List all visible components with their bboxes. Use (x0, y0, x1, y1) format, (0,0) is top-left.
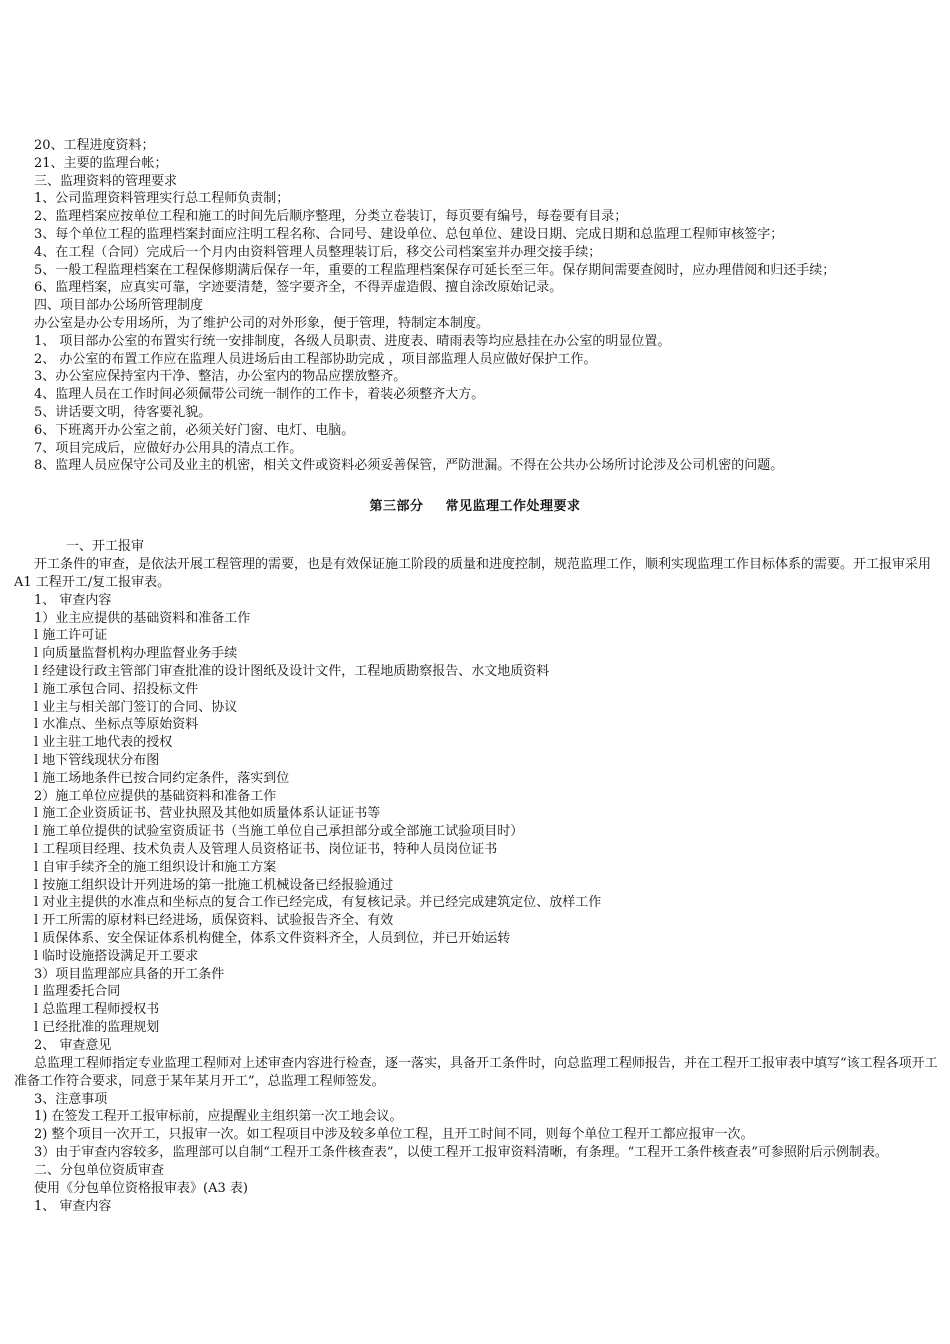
text-line: 2、监理档案应按单位工程和施工的时间先后顺序整理，分类立卷装订，每页要有编号，每卷要有目录； (34, 209, 628, 225)
text-line: l 经建设行政主管部门审查批准的设计图纸及设计文件，工程地质勘察报告、水文地质资料 (34, 663, 550, 679)
text-line: 1) 在签发工程开工报审标前，应提醒业主组织第一次工地会议。 (34, 1109, 403, 1125)
body-section (14, 538, 938, 1215)
text-line: 3、办公室应保持室内干净、整洁，办公室内的物品应摆放整齐。 (34, 369, 407, 385)
text-line: l 施工许可证 (34, 628, 108, 644)
text-line: 7、项目完成后，应做好办公用具的清点工作。 (34, 440, 303, 456)
text-line: l 临时设施搭设满足开工要求 (34, 948, 199, 964)
text-line: 1）业主应提供的基础资料和准备工作 (34, 610, 251, 626)
text-line: l 向质量监督机构办理监督业务手续 (34, 646, 238, 662)
text-line: 5、一般工程监理档案在工程保修期满后保存一年，重要的工程监理档案保存可延长至三年。保存期间需要查阅时，应办理借阅和归还手续； (34, 262, 836, 278)
text-line: 4、在工程（合同）完成后一个月内由资料管理人员整理装订后，移交公司档案室并办理交接手续； (34, 244, 602, 260)
text-line: l 业主与相关部门签订的合同、协议 (34, 699, 238, 715)
text-line: 2、 办公室的布置工作应在监理人员进场后由工程部协助完成 ，项目部监理人员应做好保护工作。 (34, 351, 597, 367)
paragraph-shencha-yijian: 总监理工程师指定专业监理工程师对上述审查内容进行检查，逐一落实，具备开工条件时，向总监理工程师报告，并在工程开工报审表中填写“该工程各项开工准备工作符合要求，同意于某年某月开工”，总监理工程师签发。 (14, 1055, 938, 1089)
text-line: 使用《分包单位资格报审表》(A3 表) (34, 1180, 248, 1196)
text-line: 5、讲话要文明，待客要礼貌。 (34, 404, 212, 420)
text-line: 1、公司监理资料管理实行总工程师负责制； (34, 191, 290, 207)
text-line: l 施工承包合同、招投标文件 (34, 681, 199, 697)
list-shencha-neirong (14, 592, 938, 1055)
section-title (0, 498, 950, 516)
text-line: l 地下管线现状分布图 (34, 752, 160, 768)
text-line: l 工程项目经理、技术负责人及管理人员资格证书、岗位证书，特种人员岗位证书 (34, 841, 498, 857)
top-section (14, 137, 938, 475)
text-line: 3、注意事项 (34, 1091, 108, 1107)
list-zhuyi-shixiang (14, 1091, 938, 1144)
text-line: l 监理委托合同 (34, 984, 121, 1000)
text-line: 2）施工单位应提供的基础资料和准备工作 (34, 788, 277, 804)
text-line: 2) 整个项目一次开工，只报审一次。如工程项目中涉及较多单位工程，且开工时间不同，则每个单位工程开工都应报审一次。 (34, 1127, 754, 1143)
text-line: 办公室是办公专用场所，为了维护公司的对外形象，便于管理，特制定本制度。 (34, 315, 490, 331)
text-line: 4、监理人员在工作时间必须佩带公司统一制作的工作卡，着装必须整齐大方。 (34, 387, 485, 403)
text-line: 3）项目监理部应具备的开工条件 (34, 966, 225, 982)
text-line: l 自审手续齐全的施工组织设计和施工方案 (34, 859, 277, 875)
text-line: 8、监理人员应保守公司及业主的机密，相关文件或资料必须妥善保管，严防泄漏。不得在公共办公场所讨论涉及公司机密的问题。 (34, 458, 784, 474)
list-fenbao-zizhi (14, 1162, 938, 1215)
paragraph-hecha-biao: 3）由于审查内容较多，监理部可以自制“工程开工条件核查表”，以使工程开工报审资料清晰，有条理。“工程开工条件核查表”可参照附后示例制表。 (34, 1144, 888, 1160)
text-line: l 施工企业资质证书、营业执照及其他如质量体系认证证书等 (34, 806, 381, 822)
text-line: l 已经批准的监理规划 (34, 1019, 160, 1035)
paragraph-kaigong-tiaojian: 开工条件的审查，是依法开展工程管理的需要，也是有效保证施工阶段的质量和进度控制，规范监理工作，顺利实现监理工作目标体系的需要。开工报审采用 A1 工程开工/复工报审表。 (14, 556, 932, 590)
text-line: l 开工所需的原材料已经进场，质保资料、试验报告齐全、有效 (34, 913, 394, 929)
text-line: 3、每个单位工程的监理档案封面应注明工程名称、合同号、建设单位、总包单位、建设日期、完成日期和总监理工程师审核签字； (34, 226, 784, 242)
text-line: 20、工程进度资料； (34, 138, 155, 153)
text-line: 二、分包单位资质审查 (34, 1162, 165, 1178)
text-line: 6、监理档案，应真实可靠，字迹要清楚，签字要齐全，不得弄虚造假、擅自涂改原始记录。 (34, 280, 563, 296)
text-line: 2、 审查意见 (34, 1037, 112, 1053)
text-line: l 水准点、坐标点等原始资料 (34, 717, 199, 733)
text-line: l 施工单位提供的试验室资质证书（当施工单位自己承担部分或全部施工试验项目时） (34, 824, 524, 840)
text-line: 三、监理资料的管理要求 (34, 173, 178, 189)
text-line: l 按施工组织设计开列进场的第一批施工机械设备已经报验通过 (34, 877, 394, 893)
text-line: 6、下班离开办公室之前，必须关好门窗、电灯、电脑。 (34, 422, 355, 438)
text-line: 1、 审查内容 (34, 1198, 112, 1214)
text-line: l 对业主提供的水准点和坐标点的复合工作已经完成，有复核记录。并已经完成建筑定位、放样工作 (34, 895, 602, 911)
section-title-name: 常见监理工作处理要求 (445, 499, 581, 514)
text-line: l 施工场地条件已按合同约定条件，落实到位 (34, 770, 290, 786)
section-title-part: 第三部分 (369, 499, 424, 514)
heading-kaigong-baoshen: 一、开工报审 (66, 539, 145, 554)
text-line: l 业主驻工地代表的授权 (34, 735, 173, 751)
text-line: 21、主要的监理台帐； (34, 155, 168, 171)
text-line: l 总监理工程师授权书 (34, 1002, 160, 1018)
text-line: 1、 项目部办公室的布置实行统一安排制度，各级人员职责、进度表、晴雨表等均应悬挂在办公室的明显位置。 (34, 333, 671, 349)
text-line: 四、项目部办公场所管理制度 (34, 298, 204, 314)
text-line: l 质保体系、安全保证体系机构健全，体系文件资料齐全，人员到位，并已开始运转 (34, 930, 511, 946)
text-line: 1、 审查内容 (34, 592, 112, 608)
